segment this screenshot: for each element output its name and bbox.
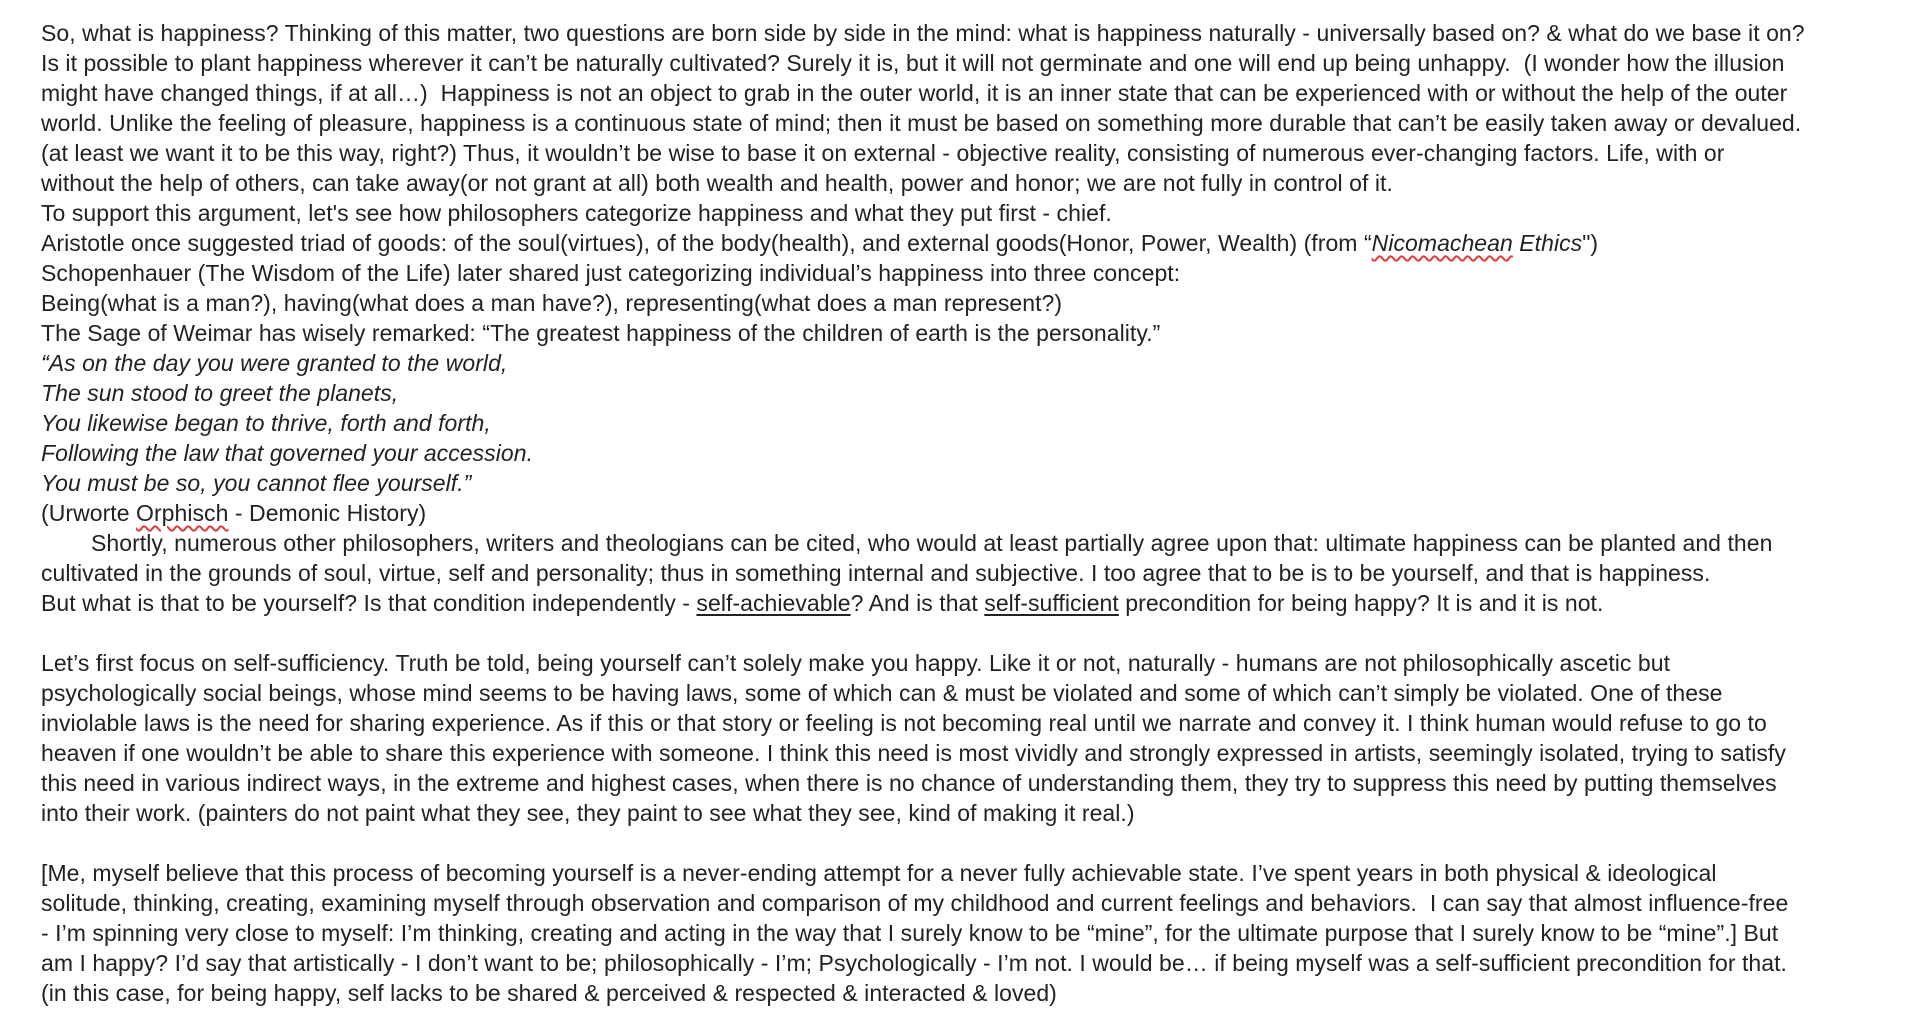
poem-citation xyxy=(41,498,1901,528)
poem-line: You must be so, you cannot flee yourself.” xyxy=(41,470,472,496)
text-line: might have changed things, if at all…) Happiness is not an object to grab in the outer world, it is an inner state that can be experienced with or without the help of the outer xyxy=(41,80,1788,106)
paragraph-spacer xyxy=(41,828,1901,858)
text-line: this need in various indirect ways, in the extreme and highest cases, when there is no chance of understanding them, they try to suppress this need by putting themselves xyxy=(41,770,1777,796)
document-body[interactable] xyxy=(41,18,1901,1008)
paragraph-spacer xyxy=(41,618,1901,648)
text-line: The Sage of Weimar has wisely remarked: “The greatest happiness of the children of earth is the personality.” xyxy=(41,320,1161,346)
text-line: (in this case, for being happy, self lacks to be shared & perceived & respected & interacted & loved) xyxy=(41,980,1057,1006)
text-line-aristotle xyxy=(41,228,1901,258)
text-line: Is it possible to plant happiness wherever it can’t be naturally cultivated? Surely it is, but it will not germinate and one will end up being unhappy. (I wonder how the illusion xyxy=(41,50,1785,76)
text-line: into their work. (painters do not paint what they see, they paint to see what they see, kind of making it real.) xyxy=(41,800,1135,826)
text-segment: But what is that to be yourself? Is that condition independently - xyxy=(41,590,697,616)
text-segment: (Urworte xyxy=(41,500,137,526)
underlined-term: self-achievable xyxy=(696,590,851,616)
book-title xyxy=(1372,230,1583,256)
text-segment: ? And is that xyxy=(850,590,985,616)
text-line: without the help of others, can take away(or not grant at all) both wealth and health, power and honor; we are not fully in control of it. xyxy=(41,170,1393,196)
misspelled-word[interactable]: Orphisch xyxy=(136,500,229,526)
poem-line: You likewise began to thrive, forth and forth, xyxy=(41,410,491,436)
text-segment: Aristotle once suggested triad of goods: of the soul(virtues), of the body(health), and external goods(Honor, Power, Wealth) (from “ xyxy=(41,230,1372,256)
text-line: world. Unlike the feeling of pleasure, happiness is a continuous state of mind; then it must be based on something more durable that can’t be easily taken away or devalued. xyxy=(41,110,1802,136)
misspelled-word[interactable]: Nicomachean xyxy=(1371,230,1513,256)
text-line: Shortly, numerous other philosophers, writers and theologians can be cited, who would at least partially agree upon that: ultimate happiness can be planted and then xyxy=(91,530,1773,556)
text-line: Let’s first focus on self-sufficiency. Truth be told, being yourself can’t solely make you happy. Like it or not, naturally - humans are not philosophically ascetic but xyxy=(41,650,1671,676)
poem-line: Following the law that governed your accession. xyxy=(41,440,534,466)
text-line: (at least we want it to be this way, right?) Thus, it wouldn’t be wise to base it on external - objective reality, consisting of numerous ever-changing factors. Life, with or xyxy=(41,140,1725,166)
text-segment: - Demonic History) xyxy=(228,500,427,526)
text-line: - I’m spinning very close to myself: I’m thinking, creating and acting in the way that I surely know to be “mine”, for the ultimate purpose that I surely know to be “mine”.] But xyxy=(41,920,1779,946)
text-line: To support this argument, let's see how philosophers categorize happiness and what they put first - chief. xyxy=(41,200,1112,226)
text-line: cultivated in the grounds of soul, virtue, self and personality; thus in something internal and subjective. I too agree that to be is to be yourself, and that is happiness. xyxy=(41,560,1711,586)
text-segment: Ethics xyxy=(1512,230,1583,256)
text-line: heaven if one wouldn’t be able to share this experience with someone. I think this need is most vividly and strongly expressed in artists, seemingly isolated, trying to satisfy xyxy=(41,740,1786,766)
underlined-term: self-sufficient xyxy=(984,590,1119,616)
text-line: solitude, thinking, creating, examining myself through observation and comparison of my childhood and current feelings and behaviors. I can say that almost influence-free xyxy=(41,890,1789,916)
text-line: [Me, myself believe that this process of becoming yourself is a never-ending attempt for a never fully achievable state. I’ve spent years in both physical & ideological xyxy=(41,860,1717,886)
text-segment: precondition for being happy? It is and it is not. xyxy=(1118,590,1604,616)
text-line: So, what is happiness? Thinking of this matter, two questions are born side by side in the mind: what is happiness naturally - universally based on? & what do we base it on? xyxy=(41,20,1805,46)
text-line: Being(what is a man?), having(what does a man have?), representing(what does a man represent?) xyxy=(41,290,1063,316)
text-line: psychologically social beings, whose mind seems to be having laws, some of which can & must be violated and some of which can’t simply be violated. One of these xyxy=(41,680,1723,706)
text-line: inviolable laws is the need for sharing experience. As if this or that story or feeling is not becoming real until we narrate and convey it. I think human would refuse to go to xyxy=(41,710,1767,736)
text-segment: ") xyxy=(1582,230,1599,256)
poem-line: The sun stood to greet the planets, xyxy=(41,380,399,406)
text-line: am I happy? I’d say that artistically - I don’t want to be; philosophically - I’m; Psychologically - I’m not. I would be… if being myself was a self-sufficient precondition for that. xyxy=(41,950,1787,976)
text-line: Schopenhauer (The Wisdom of the Life) later shared just categorizing individual’s happiness into three concept: xyxy=(41,260,1181,286)
poem-line: “As on the day you were granted to the world, xyxy=(41,350,508,376)
text-line xyxy=(41,588,1901,618)
